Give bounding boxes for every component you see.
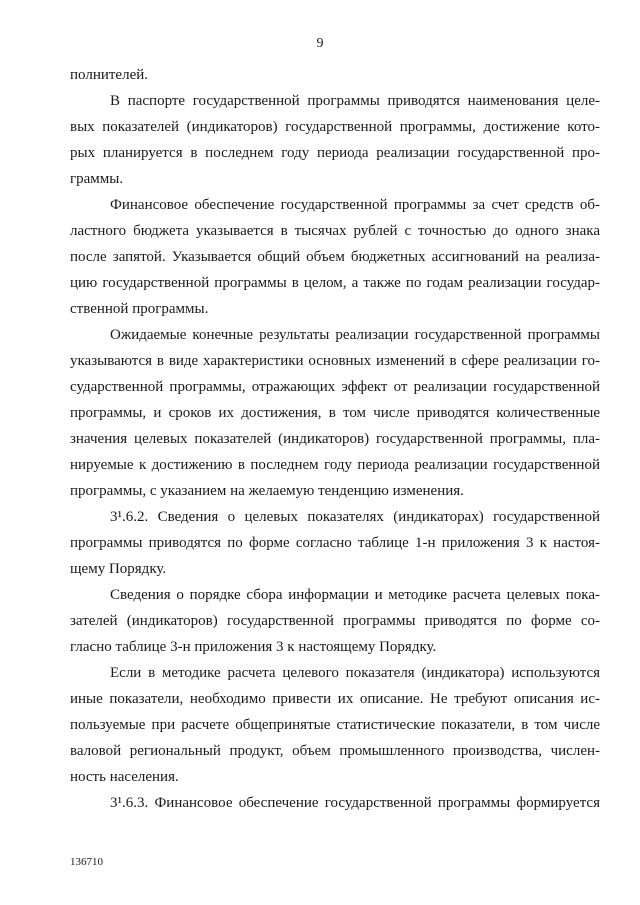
text-line: щему Порядку. [70, 561, 167, 577]
text-line: программы приводятся по форме согласно таблице 1-н приложения 3 к настоя- [70, 535, 600, 551]
text-line: программы, и сроков их достижения, в том числе приводятся количественные [70, 405, 600, 421]
text-line: валовой региональный продукт, объем промышленного производства, числен- [70, 743, 600, 759]
text-line: ластного бюджета указывается в тысячах рублей с точностью до одного знака [70, 223, 600, 239]
text-line: указываются в виде характеристики основных изменений в сфере реализации го- [70, 353, 600, 369]
text-line: 3¹.6.2. Сведения о целевых показателях (индикаторах) государственной [110, 509, 600, 525]
text-line: пользуемые при расчете общепринятые статистические показатели, в том числе [70, 717, 600, 733]
document-code: 136710 [70, 856, 103, 868]
text-line: иные показатели, необходимо привести их описание. Не требуют описания ис- [70, 691, 600, 707]
text-line: зателей (индикаторов) государственной программы приводятся по форме со- [70, 613, 600, 629]
text-line: рых планируется в последнем году периода реализации государственной про- [70, 145, 600, 161]
text-line: Ожидаемые конечные результаты реализации государственной программы [110, 327, 600, 343]
text-line: сударственной программы, отражающих эффект от реализации государственной [70, 379, 600, 395]
text-line: ность населения. [70, 769, 179, 785]
text-line: Если в методике расчета целевого показателя (индикатора) используются [110, 665, 600, 681]
text-line: Сведения о порядке сбора информации и методике расчета целевых пока- [110, 587, 600, 603]
text-line: ственной программы. [70, 301, 209, 317]
text-line: вых показателей (индикаторов) государственной программы, достижение кото- [70, 119, 600, 135]
document-body [70, 62, 600, 816]
text-line: Финансовое обеспечение государственной программы за счет средств об- [110, 197, 600, 213]
text-line: после запятой. Указывается общий объем бюджетных ассигнований на реализа- [70, 249, 600, 265]
text-line: значения целевых показателей (индикаторов) государственной программы, пла- [70, 431, 600, 447]
text-line: цию государственной программы в целом, а также по годам реализации государ- [70, 275, 600, 291]
text-line: 3¹.6.3. Финансовое обеспечение государственной программы формируется [110, 795, 600, 811]
text-line: нируемые к достижению в последнем году периода реализации государственной [70, 457, 600, 473]
text-line: граммы. [70, 171, 124, 187]
page-number: 9 [316, 36, 324, 51]
text-line: гласно таблице 3-н приложения 3 к настоящему Порядку. [70, 639, 437, 655]
text-line: программы, с указанием на желаемую тенденцию изменения. [70, 483, 464, 499]
text-line: полнителей. [70, 67, 149, 83]
text-line: В паспорте государственной программы приводятся наименования целе- [110, 93, 600, 109]
